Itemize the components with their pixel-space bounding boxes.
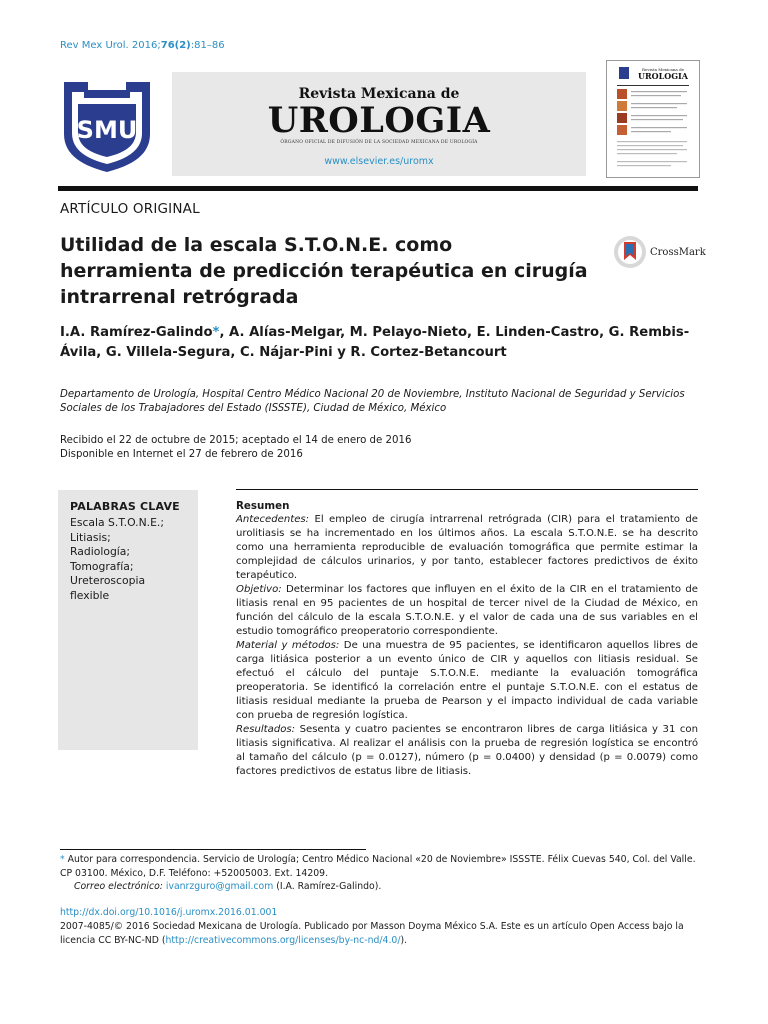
citation-pages: :81–86 <box>190 40 225 51</box>
license-end: ). <box>400 934 408 946</box>
footnote-rule <box>60 849 366 850</box>
available-date: Disponible en Internet el 27 de febrero de 2016 <box>60 449 303 460</box>
crossmark-button[interactable] <box>612 234 706 270</box>
material-label: Material y métodos: <box>236 640 340 651</box>
logo-text: SMU <box>76 116 138 144</box>
keyword-item: Radiología; <box>70 545 131 558</box>
affiliation: Departamento de Urología, Hospital Centro Médico Nacional 20 de Noviembre, Instituto Nacional de Seguridad y Servicios Sociales de los Trabajadores del Estado (ISSSTE), Ciudad de México, México <box>60 389 685 414</box>
keywords-panel <box>58 490 198 750</box>
abstract-resultados <box>236 723 698 779</box>
header-rule <box>58 186 698 191</box>
email-link[interactable]: ivanrzguro@gmail.com <box>165 881 274 892</box>
antecedentes-text: El empleo de cirugía intrarrenal retrógrada (CIR) para el tratamiento de urolitiasis se ha incrementado en los últimos años. La escala S.T.O.N.E. se ha descrito como una herramienta reproducible de evaluación tomográfica que permite estimar la complejidad de cálculos urinarios, y por tanto, establecer factores predictivos de éxito terapéutico. <box>236 514 698 581</box>
banner-title: UROLOGIA <box>267 100 491 141</box>
banner-url[interactable]: www.elsevier.es/uromx <box>324 156 434 167</box>
license-notice <box>60 920 710 947</box>
received-date: Recibido el 22 de octubre de 2015; aceptado el 14 de enero de 2016 <box>60 435 412 446</box>
banner-subtitle: Revista Mexicana de <box>298 86 460 102</box>
objetivo-label: Objetivo: <box>236 584 282 595</box>
smu-shield-icon <box>58 76 156 174</box>
author-list <box>60 323 720 363</box>
article-title: Utilidad de la escala S.T.O.N.E. como herramienta de predicción terapéutica en cirugía intrarrenal retrógrada <box>60 234 588 308</box>
footnote-marker: * <box>60 854 65 865</box>
banner-tagline: ÓRGANO OFICIAL DE DIFUSIÓN DE LA SOCIEDAD MEXICANA DE UROLOGÍA <box>280 140 478 145</box>
society-logo <box>58 76 156 174</box>
keyword-item: flexible <box>70 588 110 602</box>
article-dates <box>60 434 700 462</box>
resultados-label: Resultados: <box>236 724 296 735</box>
cover-image <box>607 61 699 177</box>
email-label: Correo electrónico: <box>74 881 163 892</box>
cover-title-small: Revista Mexicana de <box>641 67 685 72</box>
keyword-item: Ureteroscopia <box>70 574 146 587</box>
footnote <box>60 853 700 894</box>
journal-banner <box>172 72 586 176</box>
doi-link[interactable]: http://dx.doi.org/10.1016/j.uromx.2016.01.001 <box>60 907 278 918</box>
journal-citation[interactable] <box>60 40 225 51</box>
correspondence-text: Autor para correspondencia. Servicio de Urología; Centro Médico Nacional «20 de Noviembre» ISSSTE. Félix Cuevas 540, Col. del Valle. CP 03100. México, D.F. Teléfono: +52005003. Ext. 14209. <box>60 854 696 879</box>
keyword-item: Escala S.T.O.N.E.; <box>70 516 164 529</box>
antecedentes-label: Antecedentes: <box>236 514 310 525</box>
abstract-heading: Resumen <box>236 500 290 512</box>
author-others: , A. Alías-Melgar, M. Pelayo-Nieto, E. Linden-Castro, G. Rembis-Ávila, G. Villela-Segura, C. Nájar-Pini y R. Cortez-Betancourt <box>60 325 690 360</box>
article-section: ARTÍCULO ORIGINAL <box>60 201 200 217</box>
license-text: 2007-4085/© 2016 Sociedad Mexicana de Urología. Publicado por Masson Doyma México S.A. Este es un artículo Open Access bajo la licencia CC BY-NC-ND ( <box>60 921 684 946</box>
email-owner: (I.A. Ramírez-Galindo). <box>273 881 382 892</box>
resultados-text: Sesenta y cuatro pacientes se encontraron libres de carga litiásica y 31 con litiasis significativa. Al realizar el análisis con la prueba de regresión logística se encontró al tamaño del cálculo (p = 0.0127), número (p = 0.0400) y densidad (p = 0.0079) como factores predictivos de estatus libre de litiasis. <box>236 724 698 777</box>
author-corresponding[interactable]: I.A. Ramírez-Galindo <box>60 325 213 340</box>
material-text: De una muestra de 95 pacientes, se identificaron aquellos libres de carga litiásica posterior a un evento único de CIR y aquellos con litiasis residual. Se efectuó el cálculo del puntaje S.T.O.N.E. mediante la evaluación tomográfica preoperatoria. Se identificó la correlación entre el puntaje S.T.O.N.E. con el estatus de litiasis residual mediante la prueba de Pearson y el impacto individual de cada variable con prueba de regresión logística. <box>236 640 698 721</box>
abstract-rule <box>236 489 698 490</box>
license-link[interactable]: http://creativecommons.org/licenses/by-nc-nd/4.0/ <box>165 934 401 946</box>
objetivo-text: Determinar los factores que influyen en el éxito de la CIR en el tratamiento de litiasis renal en 95 pacientes de un hospital de tercer nivel de la Ciudad de México, en función del cálculo de la escala S.T.O.N.E. y el valor de cada una de sus variables en el estudio tomográfico preoperatorio correspondiente. <box>236 584 698 637</box>
citation-volume: 76(2) <box>160 40 191 51</box>
keyword-item: Tomografía; <box>70 559 134 573</box>
corresponding-author-marker[interactable]: * <box>212 325 220 340</box>
abstract-material <box>236 639 698 723</box>
keyword-item: Litiasis; <box>70 530 111 544</box>
journal-cover-thumbnail <box>606 60 700 178</box>
keywords-heading: PALABRAS CLAVE <box>70 500 180 513</box>
email-line <box>60 880 700 894</box>
cover-title-large: UROLOGIA <box>638 71 688 81</box>
citation-journal: Rev Mex Urol. 2016; <box>60 40 161 51</box>
crossmark-label: CrossMark <box>650 247 706 258</box>
abstract-antecedentes <box>236 513 698 583</box>
keywords-list <box>70 516 164 603</box>
abstract-objetivo <box>236 583 698 639</box>
crossmark-icon <box>612 234 648 270</box>
abstract <box>236 499 698 779</box>
correspondence-note <box>60 853 700 880</box>
